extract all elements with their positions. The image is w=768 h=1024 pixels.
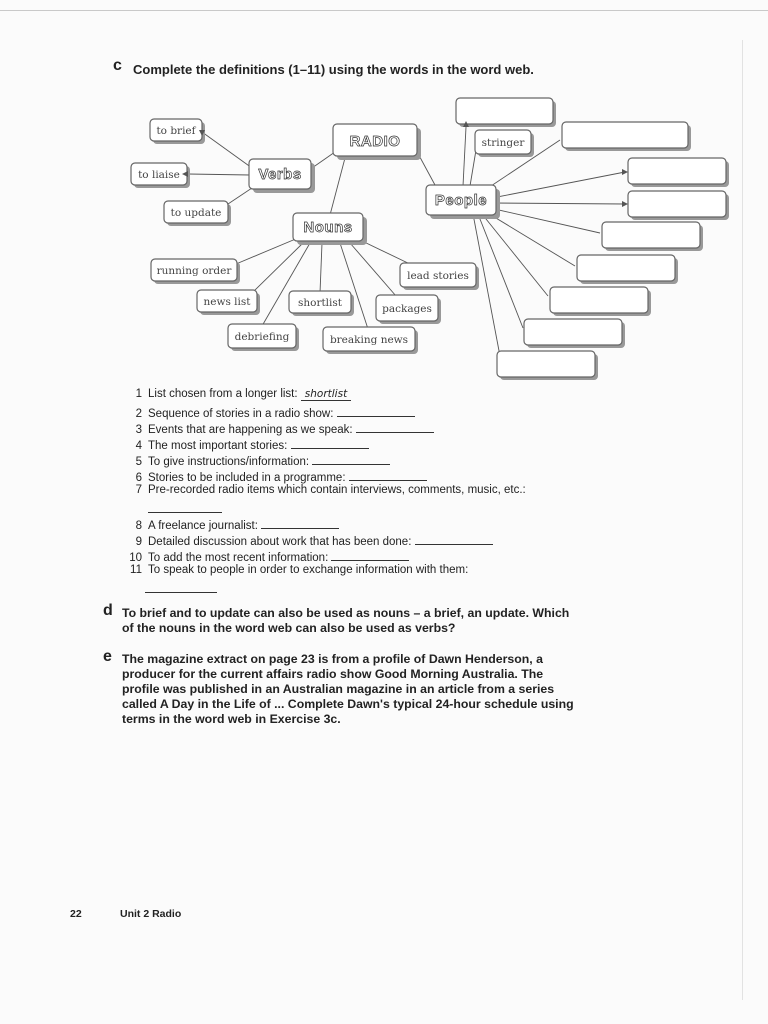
link-people-box8 [478,214,523,328]
people-blank-box-6 [577,255,678,284]
people-blank-box-5 [602,222,703,251]
people-blank-box-8 [524,319,625,348]
svg-text:running order: running order [156,265,232,277]
noun-item-shortlist [289,291,354,316]
link-nouns-lead-stories [360,240,412,265]
definition-4: 4 The most important stories: [120,436,369,452]
definition-3: 3 Events that are happening as we speak: [120,420,434,436]
link-people-box4 [492,203,625,204]
svg-text:lead stories: lead stories [407,270,469,282]
people-item-stringer [475,130,534,157]
definition-10: 10 To add the most recent information: [120,548,409,564]
svg-text:news list: news list [203,296,251,308]
noun-item-lead-stories [400,263,479,290]
definition-8: 8 A freelance journalist: [120,516,339,532]
unit-title: Unit 2 Radio [120,908,182,920]
link-people-box3 [492,172,625,198]
people-blank-box-4 [628,191,729,220]
exercise-e-text: The magazine extract on page 23 is from a profile of Dawn Henderson, a producer for the current affairs radio show Good Morning Australia. The profile was published in an Australian magazine in an article from a series called A Day in the Life of ... Complete Dawn's typical 24-hour schedule using terms in the word web in Exercise 3c. [122,652,574,726]
svg-text:stringer: stringer [481,137,525,149]
nouns-node [293,213,367,245]
radio-label: RADIO [349,133,401,150]
definition-7: 7 Pre-recorded radio items which contain interviews, comments, music, etc.: [135,484,526,496]
answer-blank-2[interactable] [337,404,415,417]
noun-item-news-list [197,290,260,315]
svg-text:to update: to update [170,207,222,219]
arrowhead-box4 [622,201,628,207]
people-label: People [434,192,488,209]
svg-text:packages: packages [382,303,432,315]
people-blank-box-3 [628,158,729,187]
link-verbs-liaise [188,174,250,175]
definition-11: 11 To speak to people in order to exchange information with them: [130,564,469,576]
exercise-d-text: To brief and to update can also be used as nouns – a brief, an update. Which of the nouns in the word web can also be used as verbs? [122,606,570,635]
svg-text:shortlist: shortlist [297,297,343,309]
svg-text:to liaise: to liaise [138,169,180,181]
svg-text:to brief: to brief [156,125,196,137]
link-people-top [463,127,466,186]
exercise-e-letter: e [103,648,112,665]
answer-blank-8[interactable] [261,516,339,529]
link-nouns-breaking-news [340,243,368,329]
svg-text:breaking news: breaking news [329,334,409,346]
radio-node [333,124,421,160]
page-number: 22 [70,908,82,920]
noun-item-breaking-news [323,327,418,354]
answer-blank-4[interactable] [291,436,369,449]
link-verbs-brief [202,132,252,168]
definition-9: 9 Detailed discussion about work that has been done: [120,532,493,548]
verbs-node [249,159,315,193]
link-people-box7 [482,214,548,296]
people-blank-box-9 [497,351,598,380]
link-people-box5 [490,208,600,233]
definition-6: 6 Stories to be included in a programme: [120,468,427,484]
definition-2: 2 Sequence of stories in a radio show: [120,404,415,420]
nouns-label: Nouns [303,219,353,236]
definition-1: 1 List chosen from a longer list: shortlist [120,388,351,401]
answer-blank-6[interactable] [349,468,427,481]
link-people-box6 [486,212,575,266]
people-blank-box-2 [562,122,691,151]
verbs-label: Verbs [258,166,302,183]
verb-item-to-liaise [131,163,190,188]
definition-7-blank-line [148,500,222,516]
answer-blank-5[interactable] [312,452,390,465]
link-nouns-shortlist [320,243,322,293]
answer-blank-9[interactable] [415,532,493,545]
people-blank-box-7 [550,287,651,316]
noun-item-running-order [151,259,240,284]
link-radio-nouns [330,158,345,215]
arrowhead-box3 [622,169,628,175]
exercise-d-letter: d [103,602,113,619]
link-nouns-packages [350,243,396,296]
answer-blank-10[interactable] [331,548,409,561]
exercise-c-instruction: Complete the definitions (1–11) using the words in the word web. [133,62,534,77]
noun-item-packages [376,295,441,324]
definition-11-blank-line [145,580,217,596]
answer-blank-11[interactable] [145,580,217,593]
answer-1[interactable]: shortlist [301,388,351,401]
people-node [426,185,500,219]
answer-blank-3[interactable] [356,420,434,433]
people-blank-box-1 [456,98,556,127]
noun-item-debriefing [228,324,299,351]
exercise-c-letter: c [113,57,122,74]
definition-5: 5 To give instructions/information: [120,452,390,468]
verb-item-to-brief [150,119,205,144]
answer-blank-7[interactable] [148,500,222,513]
verb-item-to-update [164,201,231,226]
word-web-diagram [0,0,768,400]
link-people-stringer [470,150,476,186]
link-nouns-running-order [236,238,298,264]
svg-text:debriefing: debriefing [234,331,290,343]
